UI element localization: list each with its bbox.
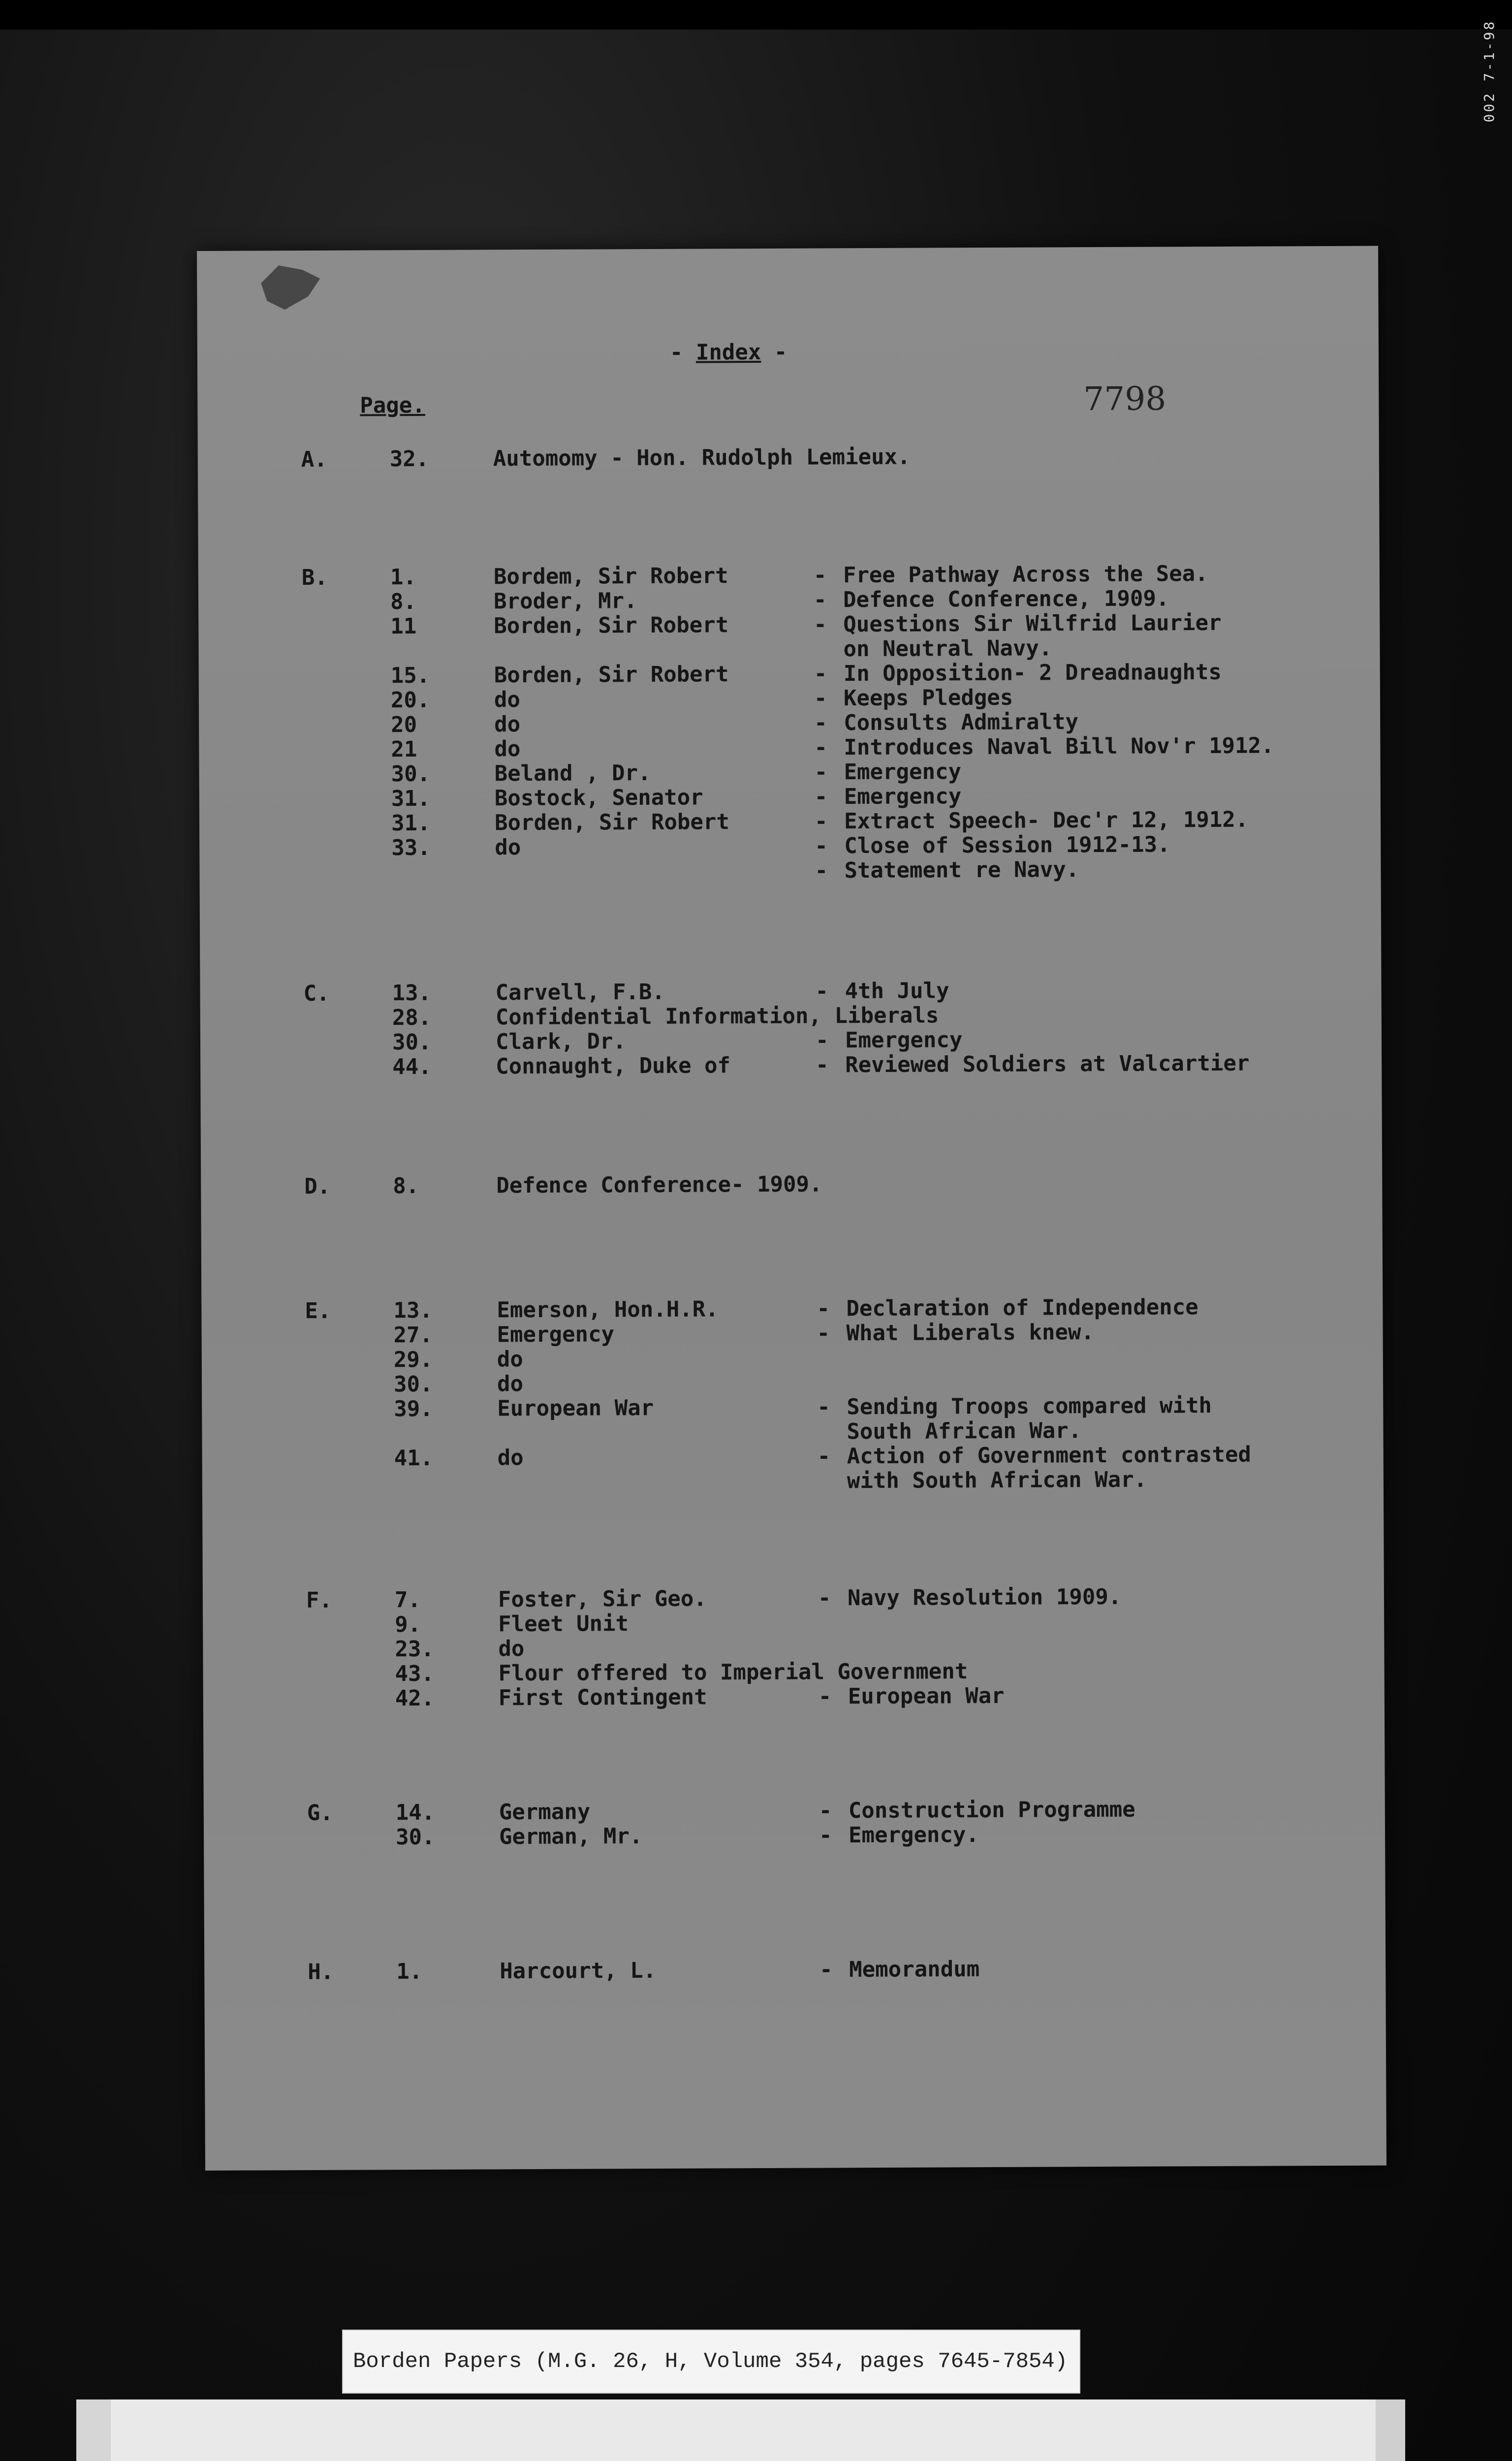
section-letter: [302, 663, 391, 689]
entry-topic: Sending Troops compared with: [847, 1393, 1212, 1420]
entry-page: 1.: [396, 1959, 423, 1985]
index-entry: [301, 443, 1359, 472]
entry-page: 27.: [393, 1322, 433, 1348]
entry-name: German, Mr.: [499, 1824, 643, 1850]
entry-topic: 4th July: [845, 978, 949, 1004]
section-letter: C.: [303, 980, 330, 1007]
entry-name: First Contingent: [498, 1684, 707, 1711]
index-section: [308, 1956, 1366, 1985]
section-letter: [307, 1686, 395, 1711]
index-entry: [303, 856, 1361, 885]
entry-page: [394, 1470, 498, 1495]
entry-dash: -: [814, 784, 828, 810]
entry-topic: Emergency: [845, 1027, 963, 1053]
entry-topic: Introduces Naval Bill Nov'r 1912.: [844, 733, 1274, 760]
index-section: [305, 1294, 1364, 1496]
index-section: [307, 1797, 1365, 1850]
entry-dash: [818, 1469, 847, 1493]
section-letter: [302, 639, 390, 664]
entry-name: Defence Conference- 1909.: [496, 1171, 822, 1199]
entry-page: 30.: [391, 761, 431, 787]
section-letter: [303, 762, 391, 787]
entry-topic: [848, 1609, 1364, 1636]
index-entry: [304, 1051, 1362, 1080]
entry-name: Germany: [499, 1799, 591, 1825]
section-letter: [307, 1662, 395, 1687]
entry-name: [495, 859, 815, 885]
entry-name: Automomy - Hon. Rudolph Lemieux.: [493, 444, 911, 472]
entry-dash: [817, 1420, 847, 1444]
index-section: [306, 1584, 1365, 1711]
entry-page: 21: [391, 737, 417, 762]
entry-dash: -: [815, 1028, 829, 1053]
section-letter: [306, 1637, 395, 1662]
entry-page: 23.: [395, 1636, 434, 1662]
entry-name: do: [494, 712, 521, 737]
entry-page: 20: [391, 712, 417, 738]
entry-name: Borden, Sir Robert: [494, 809, 730, 836]
entry-page: 11: [390, 614, 417, 639]
entry-dash: [816, 1172, 846, 1197]
section-letter: [306, 1612, 395, 1638]
entry-page: [394, 1421, 497, 1446]
entry-page: 8.: [390, 589, 417, 615]
entry-page: [390, 638, 494, 663]
entry-page: 28.: [392, 1005, 432, 1031]
entry-page: 13.: [392, 980, 432, 1006]
entry-dash: -: [819, 1823, 832, 1848]
section-letter: G.: [307, 1800, 333, 1826]
index-title-text: Index: [695, 340, 761, 365]
entry-page: 42.: [395, 1685, 435, 1711]
entry-page: 30.: [392, 1029, 432, 1055]
entry-topic: [847, 1368, 1363, 1395]
entry-topic: Emergency.: [848, 1822, 979, 1848]
section-letter: [302, 737, 391, 762]
index-entry: [307, 1682, 1365, 1711]
entry-page: 43.: [395, 1661, 435, 1687]
archives-card: [76, 2399, 1405, 2461]
entry-topic: with South African War.: [847, 1467, 1147, 1494]
entry-name: European War: [497, 1395, 654, 1421]
section-letter: E.: [305, 1298, 331, 1324]
entry-dash: -: [814, 759, 828, 785]
entry-dash: -: [814, 710, 827, 736]
entry-name: Fleet Unit: [498, 1611, 629, 1637]
handwritten-page-number: 7798: [1083, 379, 1166, 418]
index-entry: [308, 1956, 1366, 1985]
entry-topic: Memorandum: [849, 1956, 980, 1983]
entry-dash: [818, 1610, 848, 1635]
entry-page: 7.: [394, 1587, 421, 1613]
section-letter: [306, 1471, 394, 1496]
entry-name: do: [497, 1371, 524, 1397]
section-letter: [303, 811, 391, 836]
index-section: [301, 443, 1359, 472]
entry-page: 30.: [393, 1371, 433, 1397]
entry-name: do: [497, 1347, 523, 1372]
entry-topic: [846, 1170, 1362, 1197]
entry-topic: European War: [848, 1683, 1005, 1709]
entry-topic: Declaration of Independence: [846, 1294, 1198, 1322]
entry-name: do: [498, 1636, 525, 1662]
entry-page: 9.: [395, 1612, 421, 1638]
entry-name: Carvell, F.B.: [495, 979, 665, 1006]
section-letter: [302, 688, 391, 713]
entry-topic: Extract Speech- Dec'r 12, 1912.: [844, 807, 1249, 834]
entry-page: [391, 860, 495, 885]
entry-topic: Construction Programme: [848, 1797, 1135, 1824]
section-letter: [302, 590, 390, 615]
section-letter: [305, 1421, 394, 1447]
entry-topic: Navy Resolution 1909.: [847, 1584, 1122, 1611]
section-letter: F.: [306, 1587, 333, 1613]
entry-topic: [848, 1633, 1364, 1660]
section-letter: [305, 1323, 394, 1348]
frame-number: 002 7-1-98: [1481, 20, 1497, 123]
entry-topic: Questions Sir Wilfrid Laurier: [843, 610, 1222, 637]
section-letter: A.: [301, 446, 327, 473]
entry-name: Bostock, Senator: [494, 785, 703, 811]
entry-page: 32.: [389, 446, 429, 472]
entry-topic: South African War.: [847, 1418, 1082, 1445]
index-entry: [306, 1467, 1364, 1496]
entry-page: 1.: [390, 565, 416, 590]
entry-name: Foster, Sir Geo.: [498, 1586, 707, 1612]
entry-dash: -: [814, 612, 827, 637]
entry-page: 39.: [394, 1396, 433, 1422]
entry-dash: -: [816, 1052, 829, 1078]
entry-topic: Close of Session 1912-13.: [844, 832, 1170, 859]
entry-dash: -: [814, 661, 827, 687]
entry-dash: -: [817, 1394, 830, 1420]
entry-dash: [814, 637, 843, 662]
entry-page: 15.: [390, 663, 430, 689]
film-edge: [0, 0, 1512, 30]
entry-page: 31.: [391, 786, 431, 812]
index-sheet: [197, 246, 1386, 2171]
entry-dash: -: [818, 1585, 831, 1611]
entry-dash: -: [813, 587, 827, 613]
section-letter: [303, 860, 391, 885]
entry-topic: Defence Conference, 1909.: [843, 586, 1169, 613]
section-letter: [304, 1006, 392, 1031]
entry-name: Bordem, Sir Robert: [493, 563, 728, 590]
entry-dash: -: [814, 735, 828, 760]
page-column-label: Page.: [360, 392, 425, 418]
index-section: [302, 561, 1361, 885]
entry-dash: [818, 1635, 848, 1660]
entry-page: 31.: [391, 810, 431, 836]
entry-topic: on Neutral Navy.: [843, 635, 1052, 662]
entry-dash: -: [819, 1957, 833, 1983]
entry-topic: Consults Admiralty: [844, 709, 1079, 736]
section-letter: D.: [304, 1173, 331, 1199]
entry-dash: -: [814, 809, 828, 834]
index-section: [303, 977, 1362, 1080]
entry-name: [498, 1469, 818, 1495]
entry-name: do: [494, 736, 521, 762]
entry-dash: -: [813, 563, 827, 588]
entry-topic: Action of Government contrasted: [847, 1442, 1252, 1469]
entry-topic: Free Pathway Across the Sea.: [843, 561, 1208, 588]
entry-topic: Reviewed Soldiers at Valcartier: [845, 1050, 1250, 1078]
entry-name: Flour offered to Imperial Government: [498, 1659, 968, 1686]
entry-page: 41.: [394, 1445, 434, 1471]
entry-dash: -: [819, 1798, 832, 1824]
entry-name: [494, 637, 814, 663]
index-section: [304, 1170, 1362, 1199]
entry-name: do: [495, 835, 521, 860]
entry-page: 29.: [393, 1347, 433, 1373]
source-label: Borden Papers (M.G. 26, H, Volume 354, pages 7645-7854): [342, 2330, 1080, 2394]
section-letter: [305, 1372, 394, 1397]
entry-name: Beland , Dr.: [494, 760, 651, 787]
entry-name: Confidential Information, Liberals: [495, 1003, 939, 1030]
index-entry: [307, 1821, 1365, 1850]
entry-dash: -: [815, 978, 829, 1004]
entry-dash: -: [818, 1684, 832, 1709]
entry-page: 30.: [395, 1824, 435, 1850]
entry-name: Emerson, Hon.H.R.: [497, 1296, 719, 1323]
entry-dash: [817, 1346, 847, 1370]
entry-topic: In Opposition- 2 Dreadnaughts: [843, 659, 1222, 687]
section-letter: [303, 787, 391, 812]
entry-name: Clark, Dr.: [495, 1029, 627, 1055]
entry-topic: [847, 1344, 1363, 1371]
entry-page: 8.: [393, 1173, 419, 1199]
entry-topic: Keeps Pledges: [843, 685, 1013, 711]
entry-dash: [817, 1370, 847, 1395]
section-letter: [304, 1030, 392, 1055]
entry-topic: Emergency: [844, 759, 962, 785]
section-letter: [305, 1397, 394, 1422]
entry-name: do: [494, 687, 521, 713]
entry-dash: -: [817, 1321, 830, 1346]
entry-dash: -: [817, 1296, 830, 1322]
entry-topic: Statement re Navy.: [844, 857, 1079, 883]
entry-name: [497, 1420, 817, 1446]
entry-page: 20.: [390, 687, 430, 713]
section-letter: [305, 1348, 394, 1373]
section-letter: [303, 836, 391, 861]
entry-name: Connaught, Duke of: [496, 1053, 731, 1079]
section-letter: B.: [301, 565, 328, 591]
entry-name: Broder, Mr.: [494, 588, 637, 614]
entry-topic: Emergency: [844, 784, 962, 810]
entry-page: 33.: [391, 835, 431, 861]
torn-corner: [261, 265, 320, 310]
entry-page: 44.: [392, 1054, 432, 1080]
section-letter: [306, 1446, 394, 1471]
entry-dash: -: [815, 858, 828, 883]
entry-dash: -: [814, 686, 827, 711]
entry-page: 14.: [395, 1799, 435, 1826]
index-entry: [304, 1170, 1362, 1199]
entry-dash: -: [817, 1444, 831, 1469]
section-letter: [302, 614, 390, 639]
entry-dash: -: [815, 833, 828, 859]
entry-name: Borden, Sir Robert: [494, 662, 729, 688]
entry-topic: What Liberals knew.: [846, 1320, 1095, 1346]
section-letter: [302, 713, 391, 738]
entry-name: Borden, Sir Robert: [494, 612, 729, 639]
index-title: - Index -: [669, 339, 788, 365]
section-letter: [304, 1055, 392, 1080]
entry-name: Emergency: [497, 1322, 615, 1348]
section-letter: H.: [308, 1959, 334, 1985]
entry-name: Harcourt, L.: [500, 1957, 657, 1984]
entry-page: 13.: [393, 1297, 433, 1324]
entry-name: do: [497, 1445, 524, 1471]
section-letter: [307, 1825, 396, 1850]
